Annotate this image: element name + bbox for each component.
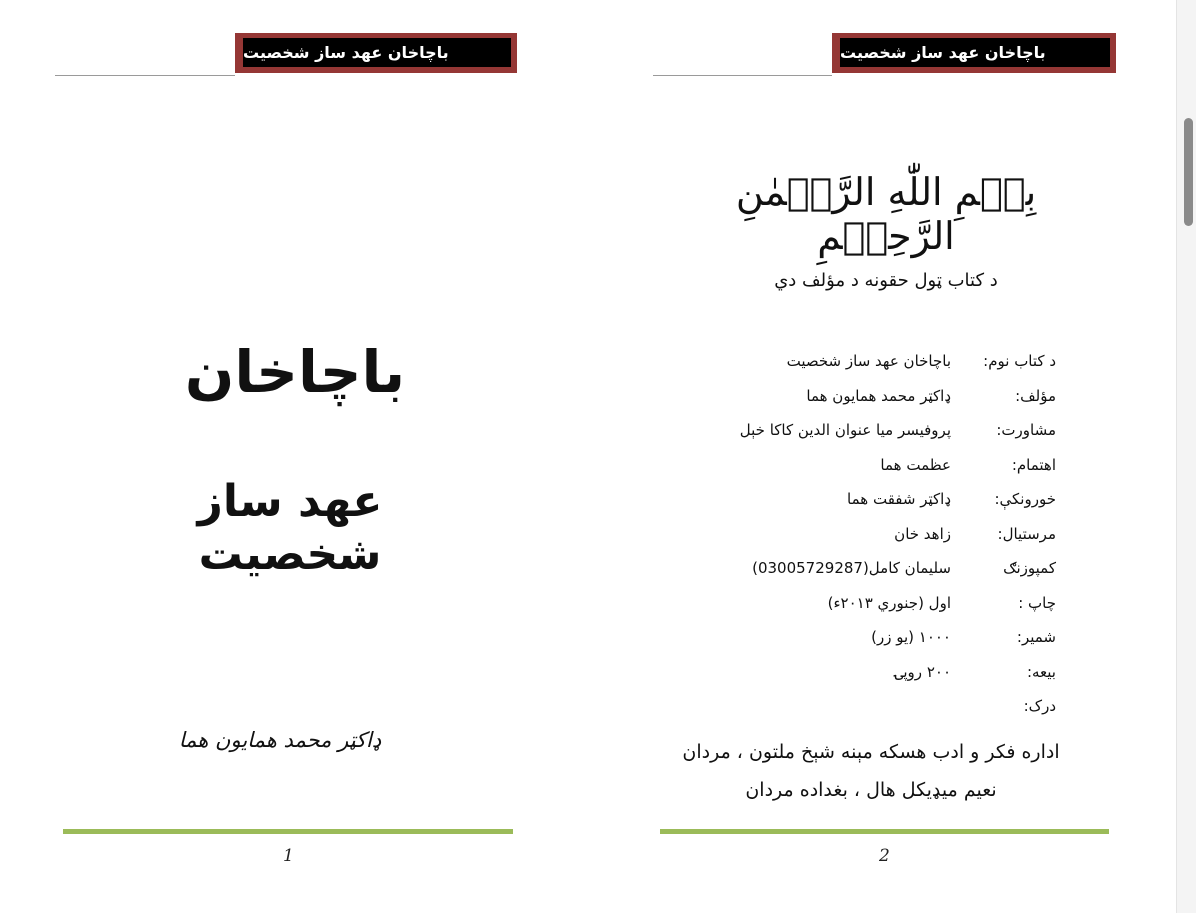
info-value: پروفیسر میا عنوان الدین کاکا خېل [739,421,951,440]
info-label: اهتمام: [1011,455,1056,474]
info-label: مؤلف: [1015,386,1056,405]
header-rule [653,75,832,76]
info-row [706,379,1056,414]
info-row [706,689,1056,724]
info-row [706,551,1056,586]
scrollbar-thumb[interactable] [1184,118,1193,226]
info-value: اول (جنوري ۲۰۱۳ء) [827,593,951,612]
book-subtitle: عهد ساز شخصیت [197,476,383,580]
info-label: خورونکې: [994,490,1056,509]
info-label: کمپوزنګ [1003,559,1056,578]
publisher-address [666,733,1076,809]
info-value: ۲۰۰ روپۍ [894,662,951,681]
footer-rule [660,829,1109,834]
info-row [706,482,1056,517]
running-header [832,33,1116,73]
info-value: سلیمان کامل(03005729287) [752,559,951,578]
vertical-scrollbar[interactable] [1176,0,1196,913]
info-row [706,655,1056,690]
cover-author: ډاکټر محمد همایون هما [178,728,382,752]
info-row [706,344,1056,379]
running-header [235,33,517,73]
info-row [706,413,1056,448]
bismillah: بِسۡمِ اللّٰهِ الرَّحۡمٰنِ الرَّحِيۡمِ [735,170,1037,258]
copyright-notice: د کتاب ټول حقونه د مؤلف دي [774,270,998,291]
info-value: ډاکټر شفقت هما [847,490,951,509]
info-row [706,517,1056,552]
info-row [706,586,1056,621]
header-rule [55,75,235,76]
address-line: اداره فکر و ادب هسکه مېنه شېخ ملتون ، مردان [682,741,1060,763]
book-info-table [706,344,1056,724]
info-value: زاهد خان [894,524,951,543]
info-value: باچاخان عهد ساز شخصیت [786,352,951,371]
page-number: 1 [283,846,294,866]
info-label: درک: [1023,697,1056,716]
info-label: مشاورت: [996,421,1056,440]
info-label: چاپ : [1018,593,1056,612]
info-value: ۱۰۰۰ (یو زر) [871,628,951,647]
info-row [706,448,1056,483]
footer-rule [63,829,513,834]
info-label: د کتاب نوم: [983,352,1056,371]
info-label: بیعه: [1026,662,1056,681]
left-page [0,0,592,913]
info-label: شمیر: [1016,628,1056,647]
address-line: نعیم میډیکل هال ، بغداده مردان [745,779,997,801]
info-value: ډاکټر محمد همایون هما [806,386,951,405]
right-page [596,0,1176,913]
info-label: مرستیال: [997,524,1056,543]
book-title: باچاخان [184,338,406,406]
running-header-text: باچاخان عهد ساز شخصیت [243,38,511,67]
info-value: عظمت هما [880,455,951,474]
info-row [706,620,1056,655]
page-number: 2 [879,846,890,866]
running-header-text: باچاخان عهد ساز شخصیت [840,38,1110,67]
